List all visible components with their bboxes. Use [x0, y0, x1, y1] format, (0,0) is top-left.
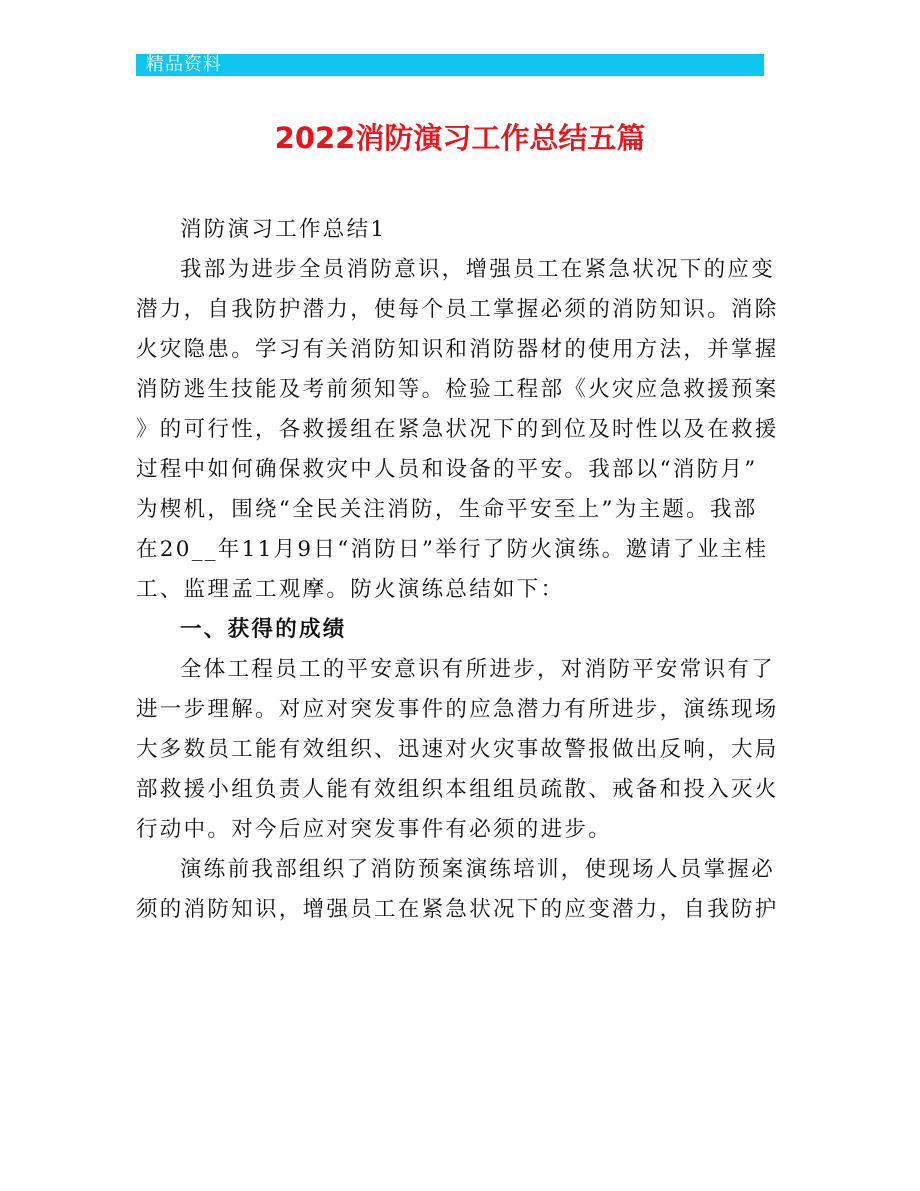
banner-label: 精品资料: [146, 54, 222, 75]
text-line: 工、监理孟工观摩。防火演练总结如下：: [136, 577, 565, 602]
paragraph-1: [136, 250, 786, 610]
paragraph-2: [136, 650, 786, 850]
text-line: 大多数员工能有效组织、迅速对火灾事故警报做出反响，大局: [136, 737, 779, 762]
text-line: 为楔机，围绕“全民关注消防，生命平安至上”为主题。我部: [136, 497, 758, 522]
text-line: 全体工程员工的平安意识有所进步，对消防平安常识有了: [180, 657, 776, 682]
section-heading: 一、获得的成绩: [180, 617, 347, 642]
text-line: 潜力，自我防护潜力，使每个员工掌握必须的消防知识。消除: [136, 297, 779, 322]
text-line: 消防逃生技能及考前须知等。检验工程部《火灾应急救援预案: [136, 377, 779, 402]
text-line: 部救援小组负责人能有效组织本组组员疏散、戒备和投入灭火: [136, 777, 779, 802]
text-line: 》的可行性，各救援组在紧急状况下的到位及时性以及在救援: [136, 417, 779, 442]
text-line: 行动中。对今后应对突发事件有必须的进步。: [136, 817, 613, 842]
text-line: 在20__年11月9日“消防日”举行了防火演练。邀请了业主桂: [136, 537, 769, 562]
text-line: 进一步理解。对应对突发事件的应急潜力有所进步，演练现场: [136, 697, 779, 722]
paragraph-3: [136, 850, 786, 930]
document-body: [136, 210, 786, 930]
header-banner: [136, 54, 764, 76]
text-line: 演练前我部组织了消防预案演练培训，使现场人员掌握必: [180, 857, 776, 882]
document-title: 2022消防演习工作总结五篇: [274, 121, 646, 155]
text-line: 我部为进步全员消防意识，增强员工在紧急状况下的应变: [180, 257, 776, 282]
section-subtitle: 消防演习工作总结1: [180, 217, 387, 242]
text-line: 火灾隐患。学习有关消防知识和消防器材的使用方法，并掌握: [136, 337, 779, 362]
text-line: 过程中如何确保救灾中人员和设备的平安。我部以“消防月”: [136, 457, 758, 482]
text-line: 须的消防知识，增强员工在紧急状况下的应变潜力，自我防护: [136, 897, 779, 922]
